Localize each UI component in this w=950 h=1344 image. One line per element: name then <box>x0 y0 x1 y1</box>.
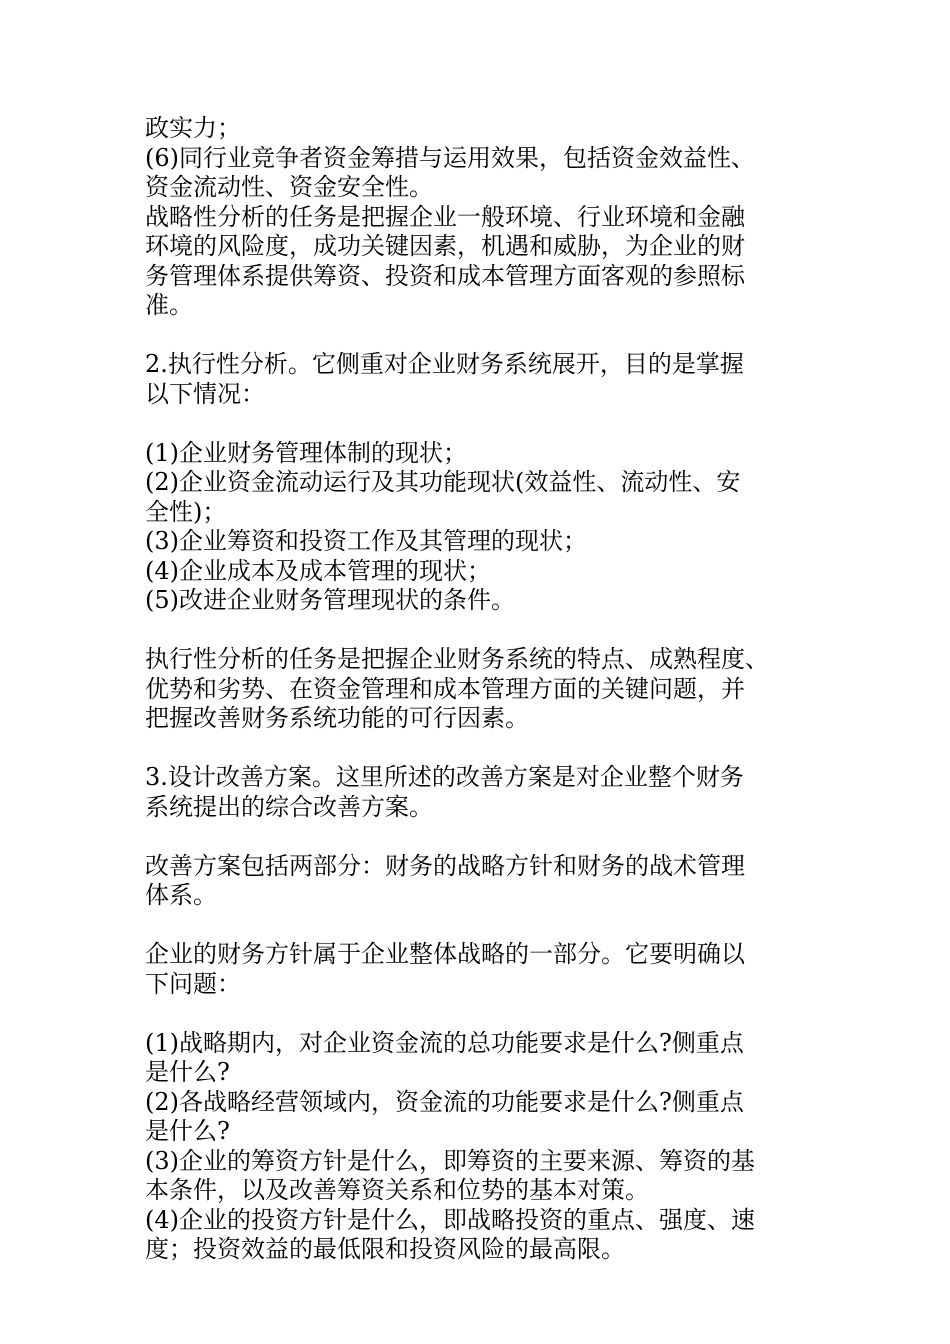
text-line: (2)企业资金流动运行及其功能现状(效益性、流动性、安 <box>145 468 741 496</box>
text-line: 是什么? <box>145 1058 230 1086</box>
text-line: (3)企业的筹资方针是什么，即筹资的主要来源、筹资的基 <box>145 1146 755 1175</box>
paragraph-gap <box>145 321 805 351</box>
paragraph-gap <box>145 409 805 439</box>
text-line: 以下情况： <box>145 379 265 408</box>
text-line: 战略性分析的任务是把握企业一般环境、行业环境和金融 <box>145 202 745 231</box>
text-line: (3)企业筹资和投资工作及其管理的现状； <box>145 527 587 555</box>
text-line: (5)改进企业财务管理现状的条件。 <box>145 586 515 614</box>
text-line: (4)企业成本及成本管理的现状； <box>145 556 491 585</box>
text-line: (1)战略期内，对企业资金流的总功能要求是什么?侧重点 <box>145 1028 744 1057</box>
text-line: 改善方案包括两部分：财务的战略方针和财务的战术管理 <box>145 851 745 880</box>
text-line: 执行性分析的任务是把握企业财务系统的特点、成熟程度、 <box>145 645 769 673</box>
text-line: 准。 <box>145 291 193 319</box>
text-line: 2.执行性分析。它侧重对企业财务系统展开，目的是掌握 <box>145 350 744 378</box>
text-line: (6)同行业竞争者资金筹措与运用效果，包括资金效益性、 <box>145 143 755 172</box>
text-line: 务管理体系提供筹资、投资和成本管理方面客观的参照标 <box>145 261 745 290</box>
paragraph-gap <box>145 616 805 646</box>
text-line: 把握改善财务系统功能的可行因素。 <box>145 704 529 732</box>
text-line: 全性)； <box>145 497 227 526</box>
text-line: (4)企业的投资方针是什么，即战略投资的重点、强度、速 <box>145 1205 755 1234</box>
text-line: 度；投资效益的最低限和投资风险的最高限。 <box>145 1235 625 1263</box>
text-line: 企业的财务方针属于企业整体战略的一部分。它要明确以 <box>145 940 745 968</box>
text-line: 优势和劣势、在资金管理和成本管理方面的关键问题，并 <box>145 674 745 703</box>
paragraph-gap <box>145 822 805 852</box>
text-line: 资金流动性、资金安全性。 <box>145 173 433 201</box>
text-line: 是什么? <box>145 1117 230 1145</box>
text-line: 3.设计改善方案。这里所述的改善方案是对企业整个财务 <box>145 763 744 791</box>
text-line: 下问题： <box>145 969 241 998</box>
paragraph-gap <box>145 999 805 1029</box>
text-line: 政实力； <box>145 114 241 142</box>
text-line: (1)企业财务管理体制的现状； <box>145 438 467 467</box>
text-line: 系统提出的综合改善方案。 <box>145 792 433 821</box>
document-body <box>145 114 805 1265</box>
text-line: 本条件，以及改善筹资关系和位势的基本对策。 <box>145 1176 649 1204</box>
text-line: 体系。 <box>145 881 217 909</box>
text-line: 环境的风险度，成功关键因素，机遇和威胁，为企业的财 <box>145 232 745 260</box>
paragraph-gap <box>145 911 805 941</box>
text-line: (2)各战略经营领域内，资金流的功能要求是什么?侧重点 <box>145 1087 744 1116</box>
paragraph-gap <box>145 734 805 764</box>
